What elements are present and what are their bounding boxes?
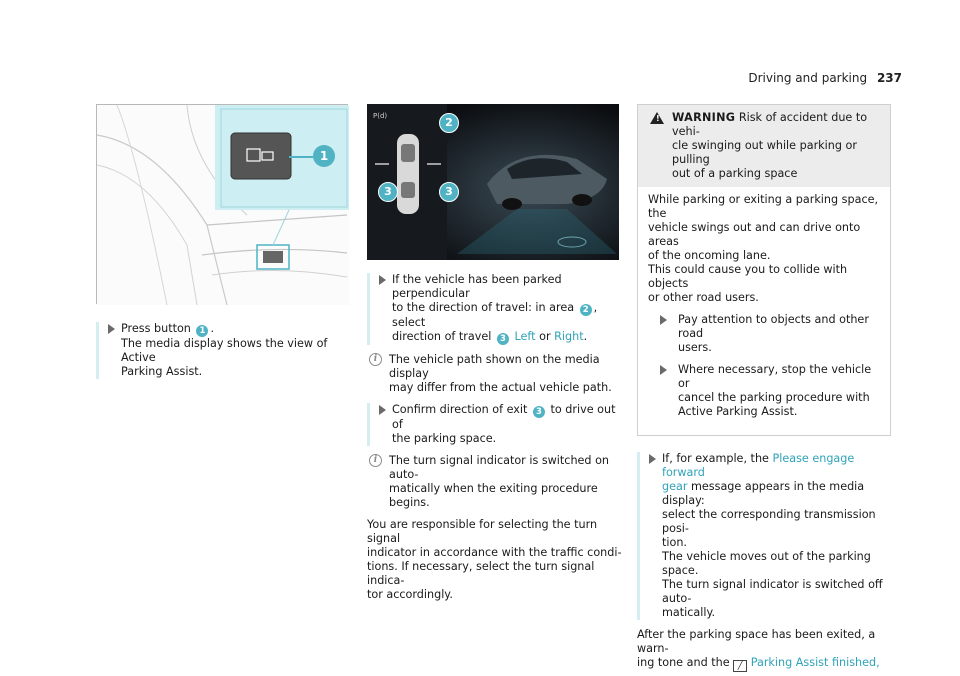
warning-text: cle swinging out while parking or pulling — [672, 139, 857, 166]
step-press-button — [96, 322, 348, 379]
step-text: The turn signal indicator is switched off auto- — [662, 578, 883, 605]
step-text: . — [210, 322, 215, 335]
arrow-bullet-icon — [379, 405, 386, 415]
paragraph-text: indicator in accordance with the traffic condi- — [367, 546, 622, 559]
running-header — [748, 71, 902, 85]
step-text: the parking space. — [392, 432, 497, 445]
note-turn-signal — [367, 454, 623, 510]
step-text: If, for example, the — [662, 452, 769, 465]
step-text: . — [583, 330, 588, 343]
callout-ref-3: 3 — [533, 406, 545, 418]
display-text-left: Left — [514, 330, 536, 343]
step-text: message appears in the media display: — [662, 480, 865, 507]
callout-ref-3: 3 — [497, 333, 509, 345]
step-text: Where necessary, stop the vehicle or — [678, 363, 872, 390]
callout-badge-3-right: 3 — [439, 182, 459, 202]
column-2 — [367, 273, 623, 606]
step-text: matically. — [662, 606, 716, 619]
step-text: If the vehicle has been parked perpendicular — [392, 273, 562, 300]
step-text: , select — [392, 301, 598, 329]
paragraph-text: ing tone and the — [637, 656, 730, 669]
step-text: or — [539, 330, 551, 343]
warning-text: vehicle swings out and can drive onto areas — [648, 221, 861, 248]
arrow-bullet-icon — [660, 365, 667, 375]
warning-box — [637, 104, 891, 436]
paragraph-text: After the parking space has been exited, a warn- — [637, 628, 876, 655]
display-message-engage-gear-cont: gear — [662, 480, 688, 493]
callout-badge-2: 2 — [439, 113, 459, 133]
warning-text: Risk of accident due to vehi- — [672, 111, 868, 138]
note-vehicle-path — [367, 353, 623, 395]
display-message-engage-gear: Please engage forward — [662, 452, 855, 479]
arrow-bullet-icon — [108, 324, 115, 334]
warning-body — [638, 187, 890, 435]
figure-parking-button — [96, 104, 348, 304]
warning-text: This could cause you to collide with objects — [648, 263, 848, 290]
warning-text: out of a parking space — [672, 167, 798, 180]
warning-label: WARNING — [672, 111, 736, 124]
parking-assist-icon: ╱ — [733, 660, 747, 672]
display-text-right: Right — [554, 330, 584, 343]
paragraph-responsibility — [367, 518, 623, 602]
warning-header — [638, 105, 890, 187]
step-text: Confirm direction of exit — [392, 403, 528, 416]
step-text: Pay attention to objects and other road — [678, 313, 869, 340]
step-text: Parking Assist. — [121, 365, 203, 378]
callout-badge-3-left: 3 — [378, 182, 398, 202]
column-3 — [637, 104, 891, 676]
warning-step-stop — [648, 363, 880, 419]
warning-step-attention — [648, 313, 880, 355]
callout-badge-1: 1 — [313, 145, 335, 167]
arrow-bullet-icon — [649, 454, 656, 464]
display-message-finished: Parking Assist finished, — [750, 656, 880, 669]
paragraph-finished — [637, 628, 891, 672]
column-1 — [96, 322, 348, 387]
parking-view-illustration — [367, 104, 619, 260]
step-text: Active Parking Assist. — [678, 405, 798, 418]
arrow-bullet-icon — [660, 315, 667, 325]
center-console-illustration — [97, 105, 349, 305]
note-text: matically when the exiting procedure begins. — [389, 482, 598, 509]
warning-text: While parking or exiting a parking space, the — [648, 193, 879, 220]
step-confirm-exit — [367, 403, 623, 446]
paragraph-text: tions. If necessary, select the turn signal indica- — [367, 560, 595, 587]
step-text: users. — [678, 341, 712, 354]
info-icon: i — [369, 454, 382, 467]
note-text: The vehicle path shown on the media display — [389, 353, 600, 380]
step-text: to the direction of travel: in area — [392, 301, 575, 314]
step-select-direction — [367, 273, 623, 345]
figure-media-display — [367, 104, 619, 260]
arrow-bullet-icon — [379, 275, 386, 285]
note-text: The turn signal indicator is switched on auto- — [389, 454, 610, 481]
warning-text: of the oncoming lane. — [648, 249, 771, 262]
step-text: The media display shows the view of Active — [121, 337, 328, 364]
warning-triangle-icon: ! — [650, 112, 664, 124]
step-text: Press button — [121, 322, 191, 335]
step-text: tion. — [662, 536, 687, 549]
display-label: P(d) — [373, 112, 388, 120]
step-text: select the corresponding transmission posi- — [662, 508, 876, 535]
note-text: may differ from the actual vehicle path. — [389, 381, 612, 394]
step-engage-gear — [637, 452, 891, 620]
paragraph-text: tor accordingly. — [367, 588, 453, 601]
warning-text: or other road users. — [648, 291, 759, 304]
callout-ref-1: 1 — [196, 325, 208, 337]
callout-ref-2: 2 — [580, 304, 592, 316]
step-text: cancel the parking procedure with — [678, 391, 870, 404]
paragraph-text: You are responsible for selecting the turn signal — [367, 518, 598, 545]
step-text: The vehicle moves out of the parking space. — [662, 550, 871, 577]
info-icon: i — [369, 353, 382, 366]
step-text: direction of travel — [392, 330, 492, 343]
page-number: 237 — [876, 71, 902, 85]
section-title: Driving and parking — [748, 71, 868, 85]
step-text: to drive out of — [392, 403, 616, 431]
